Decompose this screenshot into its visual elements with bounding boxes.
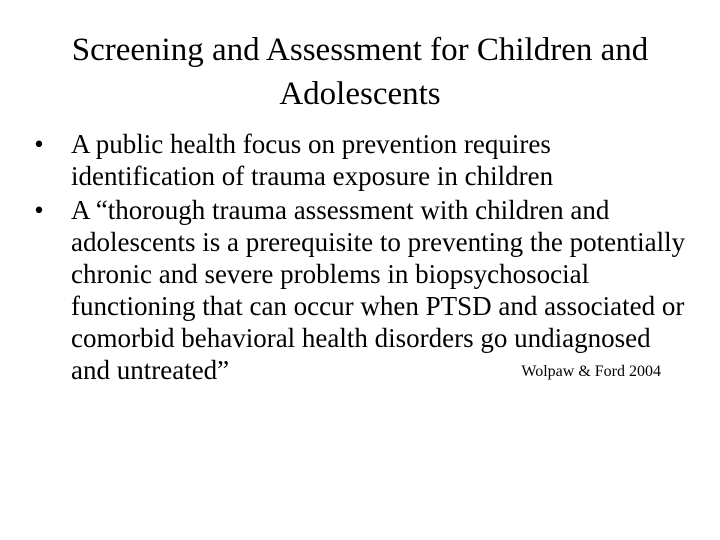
bullet-list (29, 128, 689, 388)
citation: Wolpaw & Ford 2004 (521, 363, 661, 380)
bullet-text: A “thorough trauma assessment with children and adolescents is a prerequisite to preventing the potentially chronic and severe problems in biopsychosocial functioning that can occur when PTSD and associated or comorbid behavioral health disorders go undiagnosed and untreated” (71, 195, 686, 385)
bullet-icon: • (34, 129, 44, 159)
bullet-item-assessment-quote (29, 194, 689, 386)
slide-title: Screening and Assessment for Children and Adolescents (71, 32, 649, 112)
bullet-text: A public health focus on prevention requires identification of trauma exposure in children (71, 129, 554, 191)
bullet-icon: • (34, 195, 44, 225)
bullet-item-prevention (29, 128, 689, 192)
